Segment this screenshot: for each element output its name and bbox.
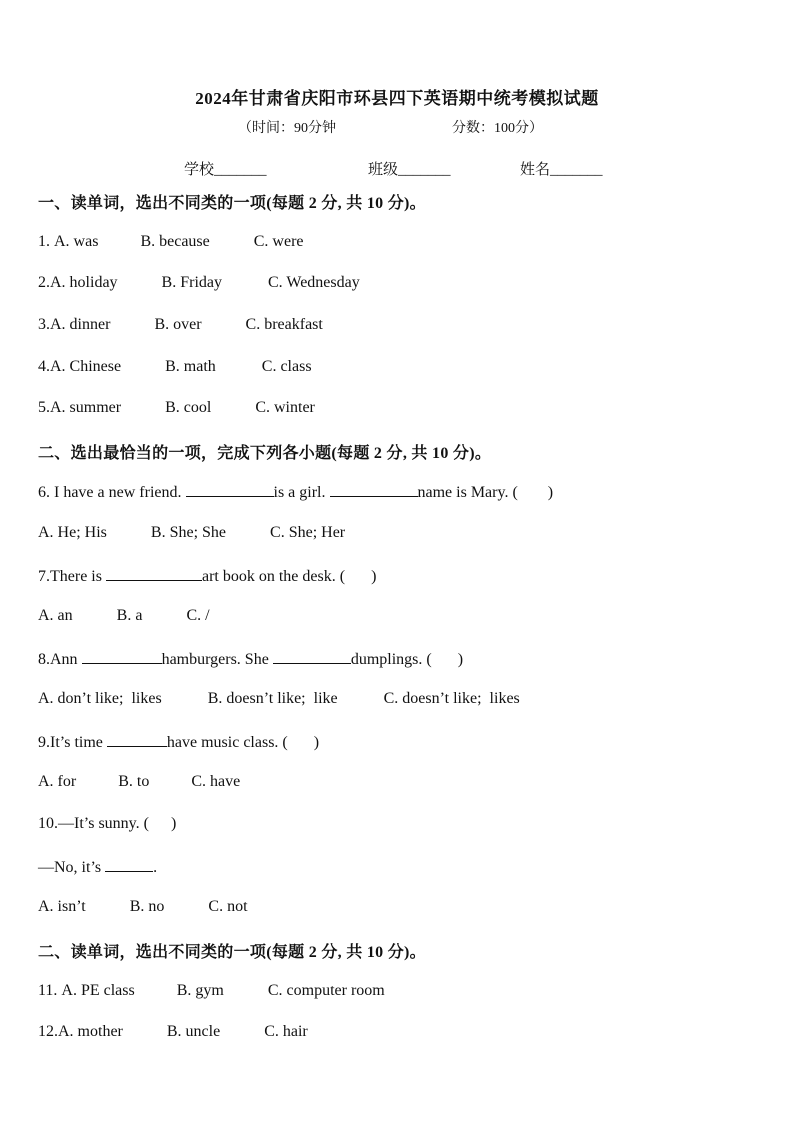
question-7-options [38, 607, 210, 625]
option-b[interactable]: B. over [154, 316, 202, 333]
option-a[interactable]: A. PE class [61, 982, 135, 999]
option-a[interactable]: A. summer [50, 399, 122, 416]
question-9 [38, 732, 319, 752]
question-1 [38, 233, 304, 251]
option-b[interactable]: B. no [129, 898, 165, 915]
question-text: ) [170, 815, 177, 832]
option-a[interactable]: A. holiday [50, 274, 118, 291]
option-a[interactable]: A. dinner [50, 316, 111, 333]
question-text: 8.Ann [38, 651, 82, 668]
answer-blank[interactable] [330, 482, 418, 497]
name-field[interactable]: 姓名_______ [520, 162, 603, 178]
question-text: art book on the desk. ( [201, 568, 346, 585]
option-b[interactable]: B. a [116, 607, 143, 624]
option-b[interactable]: B. She; She [150, 524, 227, 541]
question-2 [38, 274, 360, 292]
option-b[interactable]: B. doesn’t like; like [207, 690, 338, 707]
option-a[interactable]: A. Chinese [50, 358, 122, 375]
question-8 [38, 649, 463, 669]
exam-score: 分数：100分） [452, 121, 543, 136]
option-c[interactable]: C. not [208, 898, 248, 915]
question-number: 5. [38, 399, 50, 416]
answer-blank[interactable] [105, 857, 153, 872]
question-text: ) [457, 651, 464, 668]
option-b[interactable]: B. Friday [161, 274, 222, 291]
answer-blank[interactable] [107, 732, 167, 747]
option-b[interactable]: B. gym [176, 982, 224, 999]
option-a[interactable]: A. for [38, 773, 77, 790]
answer-blank[interactable] [186, 482, 274, 497]
option-c[interactable]: C. computer room [267, 982, 385, 999]
question-text: 10.—It’s sunny. ( [38, 815, 149, 832]
option-c[interactable]: C. / [186, 607, 210, 624]
question-text: ) [371, 568, 377, 585]
question-text: ) [547, 484, 554, 501]
option-c[interactable]: C. have [191, 773, 241, 790]
answer-blank[interactable] [82, 649, 162, 664]
question-text: 6. I have a new friend. [38, 484, 186, 501]
question-text: is a girl. [273, 484, 330, 501]
question-number: 11. [38, 982, 62, 999]
option-a[interactable]: A. He; His [38, 524, 107, 541]
option-a[interactable]: A. don’t like; likes [38, 690, 162, 707]
question-text: hamburgers. She [161, 651, 273, 668]
question-number: 1. [38, 233, 54, 250]
option-b[interactable]: B. to [118, 773, 150, 790]
section-heading-1: 一、读单词，选出不同类的一项(每题 2 分, 共 10 分)。 [38, 195, 426, 212]
question-text: —No, it’s [38, 859, 106, 876]
question-10 [38, 815, 176, 833]
option-c[interactable]: C. were [253, 233, 304, 250]
option-c[interactable]: C. She; Her [270, 524, 346, 541]
option-c[interactable]: C. class [261, 358, 312, 375]
question-8-options [38, 690, 520, 708]
question-text: dumplings. ( [350, 651, 432, 668]
question-number: 12. [38, 1023, 58, 1040]
section-heading-2: 二、选出最恰当的一项，完成下列各小题(每题 2 分, 共 10 分)。 [38, 445, 492, 462]
option-b[interactable]: B. math [165, 358, 216, 375]
question-text: ) [313, 734, 320, 751]
question-12 [38, 1023, 308, 1041]
option-c[interactable]: C. Wednesday [268, 274, 360, 291]
answer-blank[interactable] [273, 649, 351, 664]
question-number: 2. [38, 274, 50, 291]
option-b[interactable]: B. uncle [166, 1023, 221, 1040]
option-c[interactable]: C. hair [264, 1023, 308, 1040]
class-field[interactable]: 班级_______ [368, 162, 451, 178]
answer-blank[interactable] [106, 566, 202, 581]
question-number: 3. [38, 316, 50, 333]
option-b[interactable]: B. because [140, 233, 210, 250]
question-4 [38, 358, 312, 376]
option-a[interactable]: A. mother [58, 1023, 123, 1040]
option-c[interactable]: C. doesn’t like; likes [383, 690, 520, 707]
section-heading-3: 二、读单词，选出不同类的一项(每题 2 分, 共 10 分)。 [38, 944, 426, 961]
question-3 [38, 316, 323, 334]
option-a[interactable]: A. isn’t [38, 898, 86, 915]
page-title: 2024年甘肃省庆阳市环县四下英语期中统考模拟试题 [195, 89, 599, 108]
question-6-options [38, 524, 345, 542]
question-6 [38, 482, 553, 502]
question-text: name is Mary. ( [417, 484, 518, 501]
school-field[interactable]: 学校_______ [184, 162, 267, 178]
question-number: 4. [38, 358, 50, 375]
option-a[interactable]: A. was [54, 233, 99, 250]
question-10-reply [38, 857, 157, 877]
question-text: have music class. ( [166, 734, 288, 751]
question-9-options [38, 773, 240, 791]
question-text: 7.There is [38, 568, 106, 585]
question-text: 9.It’s time [38, 734, 107, 751]
question-10-options [38, 898, 248, 916]
question-11 [38, 982, 385, 1000]
exam-time: （时间：90分钟 [238, 121, 336, 136]
option-b[interactable]: B. cool [165, 399, 212, 416]
question-text: . [153, 859, 158, 876]
option-a[interactable]: A. an [38, 607, 73, 624]
question-5 [38, 399, 315, 417]
question-7 [38, 566, 376, 586]
option-c[interactable]: C. winter [255, 399, 315, 416]
option-c[interactable]: C. breakfast [245, 316, 323, 333]
